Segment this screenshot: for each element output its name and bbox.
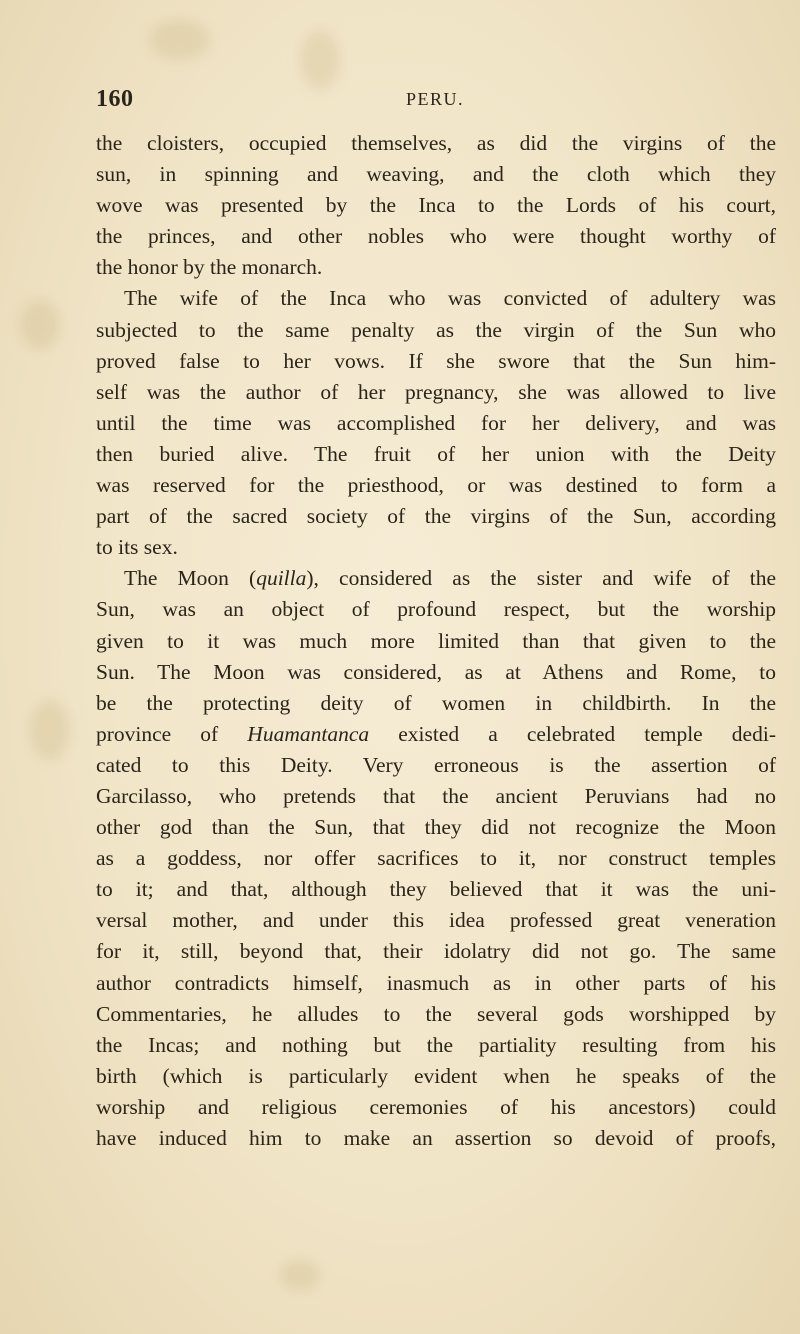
page-header — [96, 86, 704, 116]
text-line: Garcilasso, who pretends that the ancient Peruvians had no — [96, 783, 776, 808]
italic-term: Huamantanca — [247, 721, 370, 746]
text-fragment: existed a celebrated temple dedi- — [369, 721, 776, 746]
text-line: proved false to her vows. If she swore that the Sun him- — [96, 348, 776, 373]
text-line: the Incas; and nothing but the partiality resulting from his — [96, 1032, 776, 1057]
text-line: for it, still, beyond that, their idolatry did not go. The same — [96, 939, 776, 964]
text-line: sun, in spinning and weaving, and the cloth which they — [96, 162, 776, 187]
text-line: self was the author of her pregnancy, she was allowed to live — [96, 379, 776, 404]
text-line: the princes, and other nobles who were thought worthy of — [96, 224, 776, 249]
text-line: until the time was accomplished for her delivery, and was — [96, 410, 776, 435]
text-line: wove was presented by the Inca to the Lords of his court, — [96, 193, 776, 218]
running-head: PERU. — [406, 89, 465, 109]
text-line: the honor by the monarch. — [96, 255, 323, 280]
text-line: Sun, was an object of profound respect, but the worship — [96, 597, 776, 622]
text-fragment: province of — [96, 721, 248, 746]
text-line: subjected to the same penalty as the virgin of the Sun who — [96, 317, 776, 342]
page-number: 160 — [96, 86, 134, 112]
text-line: then buried alive. The fruit of her union with the Deity — [96, 441, 776, 466]
text-line: author contradicts himself, inasmuch as in other parts of his — [96, 970, 776, 995]
foxing-stain — [30, 700, 70, 760]
text-line: The wife of the Inca who was convicted of adultery was — [124, 286, 776, 311]
text-line: worship and religious ceremonies of his ancestors) could — [96, 1094, 776, 1119]
text-line: to it; and that, although they believed that it was the uni- — [96, 877, 776, 902]
text-line: be the protecting deity of women in childbirth. In the — [96, 690, 776, 715]
text-line: the cloisters, occupied themselves, as did the virgins of the — [96, 131, 776, 155]
text-line: part of the sacred society of the virgins of the Sun, according — [96, 504, 776, 529]
body-text — [96, 128, 776, 1154]
text-line: Commentaries, he alludes to the several gods worshipped by — [96, 1001, 776, 1026]
foxing-stain — [150, 20, 210, 60]
text-line: as a goddess, nor offer sacrifices to it, nor construct temples — [96, 846, 776, 871]
text-line: Sun. The Moon was considered, as at Athens and Rome, to — [96, 659, 776, 684]
text-line: given to it was much more limited than that given to the — [96, 628, 776, 653]
text-line: versal mother, and under this idea professed great veneration — [96, 908, 776, 933]
foxing-stain — [280, 1260, 320, 1290]
text-line — [96, 563, 776, 594]
italic-term: quilla — [256, 566, 307, 591]
text-line — [96, 719, 776, 750]
text-line: to its sex. — [96, 535, 178, 560]
text-line: cated to this Deity. Very erroneous is the assertion of — [96, 752, 776, 777]
text-line: birth (which is particularly evident when he speaks of the — [96, 1063, 776, 1088]
text-line: have induced him to make an assertion so devoid of proofs, — [96, 1126, 776, 1150]
text-fragment: The Moon ( — [124, 566, 257, 591]
text-line: was reserved for the priesthood, or was destined to form a — [96, 473, 776, 498]
foxing-stain — [300, 30, 340, 90]
text-fragment: ), considered as the sister and wife of the — [306, 566, 776, 591]
text-line: other god than the Sun, that they did not recognize the Moon — [96, 815, 776, 840]
foxing-stain — [20, 300, 60, 350]
